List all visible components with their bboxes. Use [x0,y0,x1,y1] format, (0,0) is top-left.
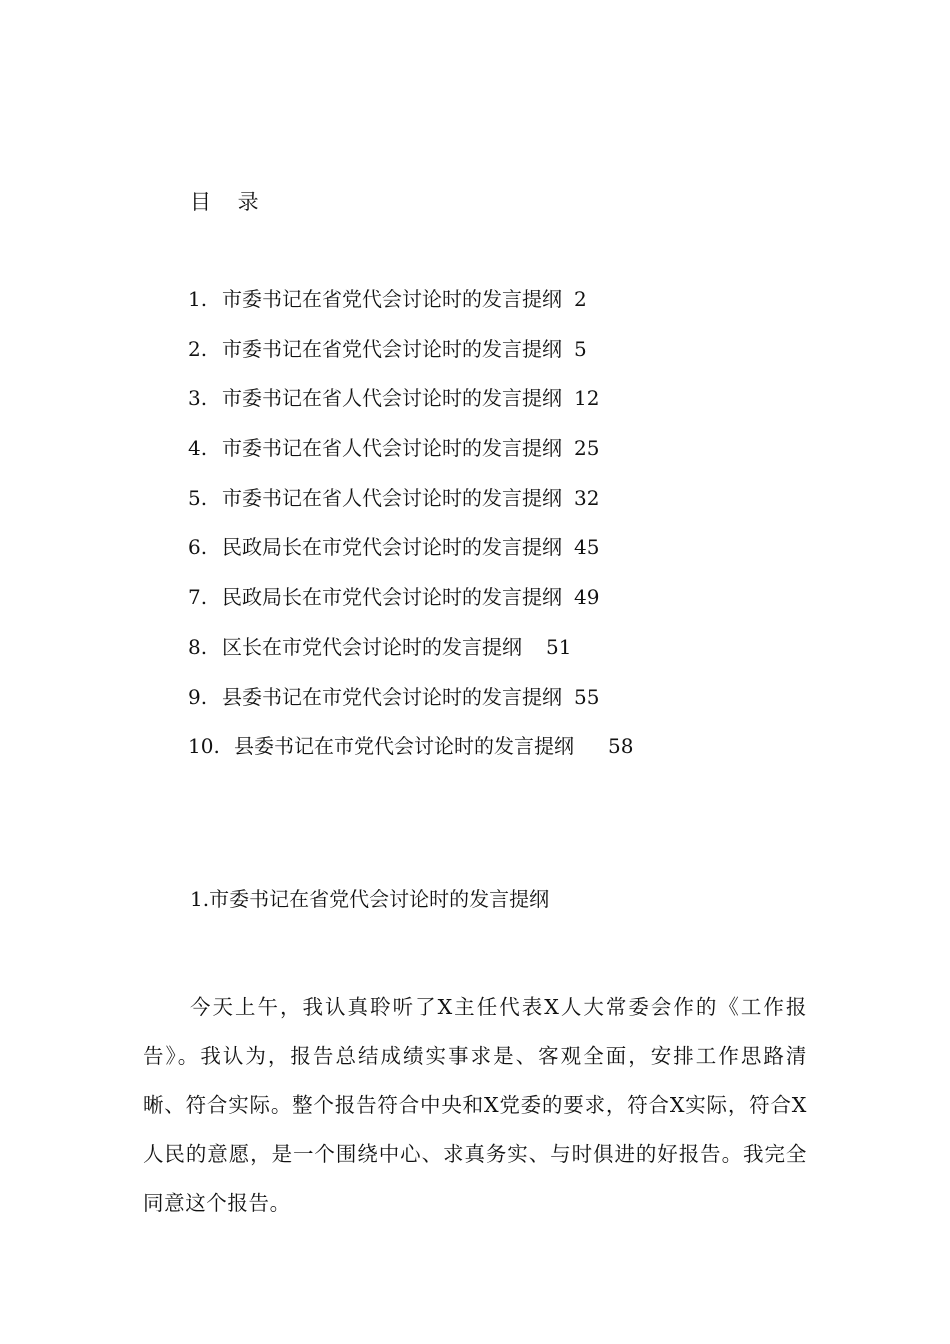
toc-item-text: 县委书记在市党代会讨论时的发言提纲 [234,734,574,759]
section-heading: 1.市委书记在省党代会讨论时的发言提纲 [190,887,550,911]
toc-title: 目 录 [190,190,269,214]
toc-item-text: 区长在市党代会讨论时的发言提纲 [222,634,522,659]
toc-item-number: 1. [188,287,208,311]
toc-item[interactable] [188,632,633,682]
toc-item[interactable] [188,433,633,483]
toc-item[interactable] [188,682,633,732]
toc-item-number: 7. [188,585,208,610]
toc-item[interactable] [188,731,633,781]
toc-item[interactable] [188,383,633,433]
toc-item-page: 32 [574,485,600,510]
toc-item-number: 6. [188,535,208,560]
toc-item-page: 45 [574,535,600,560]
toc-item-text: 县委书记在市党代会讨论时的发言提纲 [222,684,562,709]
toc-item-text: 民政局长在市党代会讨论时的发言提纲 [222,585,562,610]
toc-item-page: 2 [574,287,587,311]
toc-item-text: 市委书记在省人代会讨论时的发言提纲 [222,436,562,461]
toc-item[interactable] [188,483,633,533]
toc-item-text: 民政局长在市党代会讨论时的发言提纲 [222,535,562,560]
toc-item-number: 10. [188,734,220,759]
body-paragraph: 今天上午，我认真聆听了X主任代表X人大常委会作的《工作报告》。我认为，报告总结成绩实事求是、客观全面，安排工作思路清晰、符合实际。整个报告符合中央和X党委的要求，符合X实际，符合X人民的意愿，是一个围绕中心、求真务实、与时俱进的好报告。我完全同意这个报告。 [143,995,807,1215]
toc-item[interactable] [188,284,633,334]
toc-item-page: 49 [574,585,600,610]
toc-item-number: 5. [188,485,208,510]
toc-item[interactable] [188,582,633,632]
toc-item-page: 12 [574,386,600,411]
toc-item[interactable] [188,532,633,582]
toc-item-number: 2. [188,336,208,361]
toc-item-page: 5 [574,336,587,361]
toc-list [188,284,633,781]
toc-item-number: 4. [188,436,208,461]
toc-item-page: 51 [546,634,572,659]
toc-item-page: 25 [574,436,600,461]
toc-item-text: 市委书记在省人代会讨论时的发言提纲 [222,485,562,510]
toc-item[interactable] [188,334,633,384]
toc-item-number: 9. [188,684,208,709]
toc-item-text: 市委书记在省人代会讨论时的发言提纲 [222,386,562,411]
toc-item-page: 58 [608,734,634,759]
toc-item-text: 市委书记在省党代会讨论时的发言提纲 [222,336,562,361]
toc-item-number: 3. [188,386,208,411]
toc-item-page: 55 [574,684,600,709]
toc-item-text: 市委书记在省党代会讨论时的发言提纲 [222,287,562,311]
toc-item-number: 8. [188,634,208,659]
